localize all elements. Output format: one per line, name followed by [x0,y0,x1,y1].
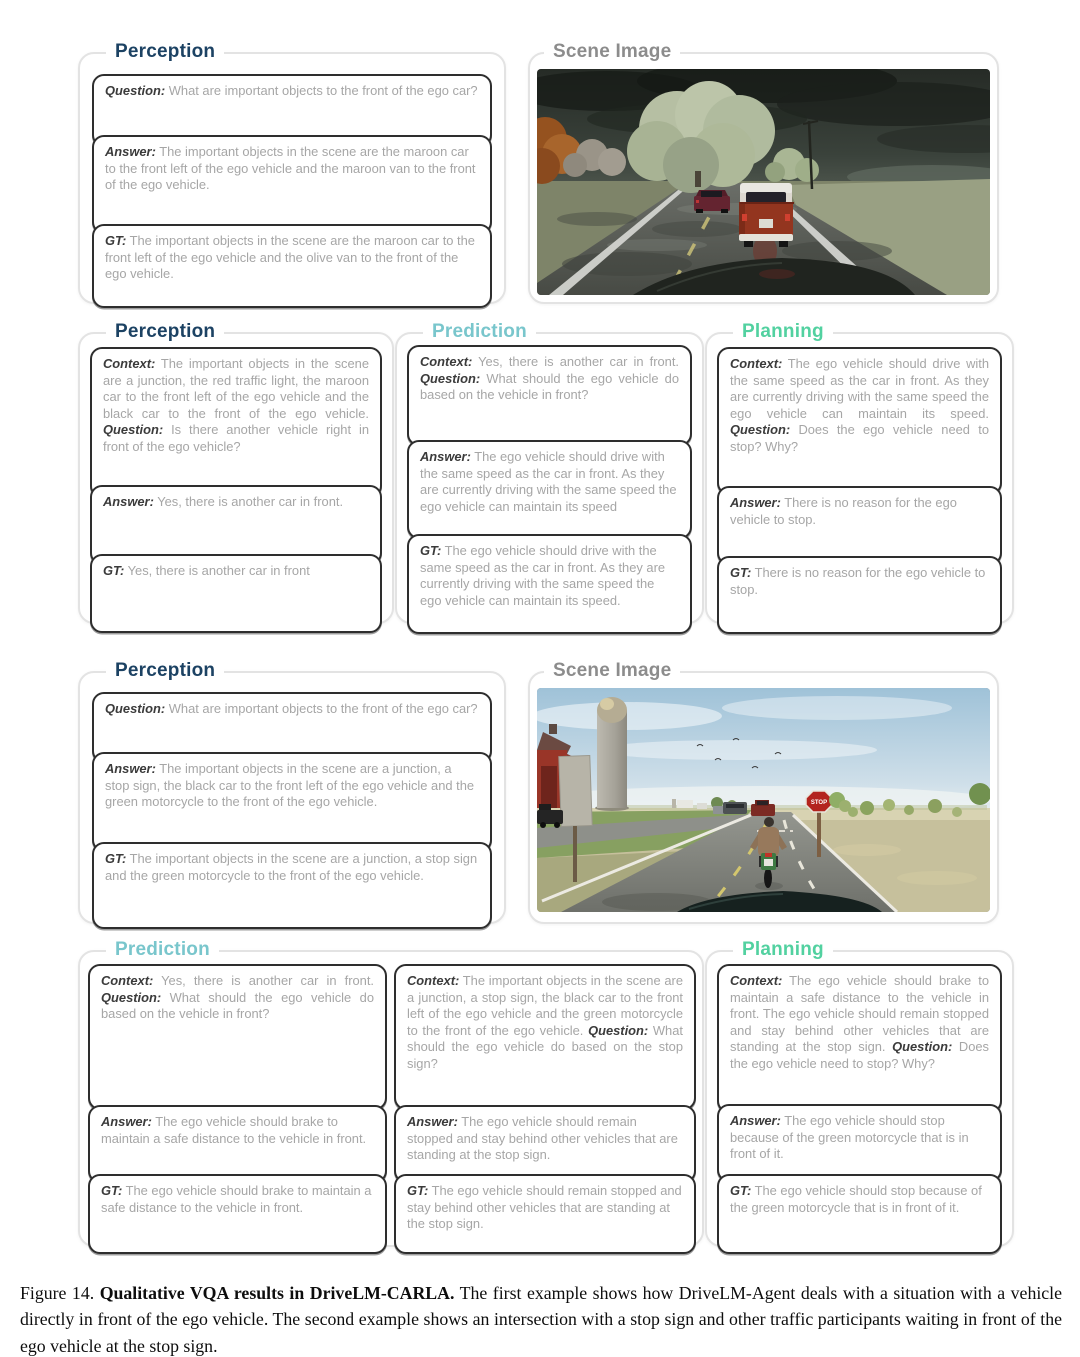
context-text: The ego vehicle should brake to maintain a safe distance to the vehicle in front. The ego vehicle should remain stopped and stay behind other vehicles that are standing at the stop sign. [730,973,989,1055]
caption-title: Qualitative VQA results in DriveLM-CARLA. [99,1282,455,1303]
panel-title-perception: Perception [106,40,224,64]
answer-label: Answer: [407,1114,458,1129]
gt-box [92,842,492,929]
gt-label: GT: [105,233,127,248]
stormy-road-scene [537,69,990,295]
panel-scene-2 [528,660,999,924]
maroon-car [694,190,730,213]
answer-text: The ego vehicle should stop because of the green motorcycle that is in front of it. [730,1113,969,1162]
context-label: Context: [407,973,460,988]
answer-label: Answer: [101,1114,152,1129]
panel-title-prediction: Prediction [106,938,219,962]
question-text: Is there another vehicle right in front of the ego vehicle? [103,422,369,454]
panel-perception-1 [78,41,506,304]
gt-box [717,556,1002,634]
answer-text: The ego vehicle should brake to maintain a safe distance to the vehicle in front. [101,1114,367,1146]
panel-prediction-4 [78,939,704,1247]
question-label: Question: [105,701,166,716]
scene-image-1 [537,69,990,295]
answer-box [717,486,1002,565]
gt-label: GT: [103,563,125,578]
context-label: Context: [103,356,156,371]
gt-label: GT: [101,1183,123,1198]
question-label: Question: [588,1022,649,1038]
panel-title-planning: Planning [733,938,833,962]
answer-box [90,485,382,565]
gt-text: The ego vehicle should remain stopped and stay behind other vehicles that are standing at the stop sign. [407,1183,682,1232]
context-label: Context: [101,973,154,988]
context-text: The important objects in the scene are a junction, the red traffic light, the maroon car to the front left of the ego vehicle and the black car to the front of the ego vehicle. [103,356,369,421]
question-label: Question: [730,422,791,438]
context-text: The ego vehicle should drive with the same speed as the car in front. As they are currently driving with the same speed the ego vehicle can maintain its speed. [730,356,989,421]
gt-box [394,1174,696,1254]
gt-box [88,1174,387,1254]
answer-label: Answer: [103,494,154,509]
gt-label: GT: [407,1183,429,1198]
panel-planning-4 [705,939,1014,1247]
answer-box [88,1105,387,1183]
context-label: Context: [730,973,783,988]
gt-box [90,554,382,633]
figure-caption [20,1280,1062,1357]
gt-label: GT: [105,851,127,866]
answer-text: The important objects in the scene are a junction, a stop sign, the black car to the front left of the ego vehicle and the green motorcycle to the front of the ego vehicle. [105,761,475,810]
panel-title-perception: Perception [106,659,224,683]
context-box [90,347,382,498]
answer-text: Yes, there is another car in front. [157,494,344,509]
question-label: Question: [105,83,166,98]
panel-title-scene: Scene Image [544,659,680,683]
answer-text: The important objects in the scene are the maroon car to the front left of the ego vehicle and the maroon van to the front of the ego vehicle. [105,144,476,193]
question-label: Question: [103,422,164,438]
panel-title-prediction: Prediction [423,320,536,344]
silo [595,697,629,811]
maroon-van [739,183,794,247]
gt-box [92,224,492,308]
context-box [717,964,1002,1113]
answer-text: The ego vehicle should remain stopped and stay behind other vehicles that are standing at the stop sign. [407,1114,678,1163]
question-text: What should the ego vehicle do based on the vehicle in front? [420,370,679,403]
answer-box [407,440,692,539]
panel-title-perception: Perception [106,320,224,344]
question-label: Question: [420,370,481,386]
answer-label: Answer: [730,495,781,510]
question-text: What are important objects to the front of the ego car? [168,701,478,716]
scene-image-2 [537,688,990,912]
gt-text: The ego vehicle should stop because of the green motorcycle that is in front of it. [730,1183,982,1215]
panel-planning-2 [705,321,1014,624]
context-text: Yes, there is another car in front. [478,354,679,369]
gt-text: The important objects in the scene are the maroon car to the front left of the ego vehicle and the olive van to the front of the ego vehicle. [105,233,475,282]
answer-box [394,1105,696,1183]
context-box [717,347,1002,495]
question-text: What are important objects to the front of the ego car? [168,83,478,98]
context-box [88,964,387,1110]
answer-box [717,1104,1002,1182]
context-text: The important objects in the scene are a junction, a stop sign, the black car to the front left of the ego vehicle and the green motorcycle to the front of the ego vehicle. [407,973,683,1038]
context-label: Context: [420,354,473,369]
answer-label: Answer: [105,761,156,776]
answer-label: Answer: [420,449,471,464]
panel-title-scene: Scene Image [544,40,680,64]
gt-label: GT: [730,565,752,580]
answer-text: The ego vehicle should drive with the same speed as the car in front. As they are currently driving with the same speed the ego vehicle can maintain its speed [420,449,677,514]
question-label: Question: [101,989,162,1005]
gt-label: GT: [730,1183,752,1198]
gt-box [407,534,692,634]
panel-perception-2 [78,321,394,624]
panel-scene-1 [528,41,999,304]
gt-text: The important objects in the scene are a junction, a stop sign and the green motorcycle to the front of the ego vehicle. [105,851,478,883]
answer-text: There is no reason for the ego vehicle to stop. [730,495,957,527]
panel-title-planning: Planning [733,320,833,344]
answer-label: Answer: [105,144,156,159]
question-text: What should the ego vehicle do based on the vehicle in front? [101,989,374,1022]
rural-stop-sign-scene [537,688,990,912]
context-box [407,345,692,446]
panel-prediction-2 [395,321,704,624]
context-label: Context: [730,356,783,371]
caption-body: The first example shows how DriveLM-Agent deals with a situation with a vehicle directly in front of the ego vehicle. The second example shows an intersection with a stop sign and other traffic participants waiting in front of the ego vehicle at the stop sign. [20,1282,1062,1357]
answer-box [92,752,492,852]
question-text: What should the ego vehicle do based on the stop sign? [407,1022,683,1071]
caption-prefix: Figure 14. [20,1282,95,1303]
gt-text: There is no reason for the ego vehicle to stop. [730,565,986,597]
question-text: Does the ego vehicle need to stop? Why? [730,422,989,454]
context-text: Yes, there is another car in front. [161,973,374,988]
panel-perception-3 [78,660,506,924]
gt-label: GT: [420,543,442,558]
question-label: Question: [892,1039,953,1055]
answer-label: Answer: [730,1113,781,1128]
gt-box [717,1174,1002,1254]
question-text: Does the ego vehicle need to stop? Why? [730,1039,989,1071]
gt-text: The ego vehicle should brake to maintain a safe distance to the vehicle in front. [101,1183,372,1215]
answer-box [92,135,492,234]
stop-sign-text: STOP [810,800,828,806]
context-box [394,964,696,1110]
gt-text: Yes, there is another car in front [127,563,310,578]
gt-text: The ego vehicle should drive with the same speed as the car in front. As they are currently driving with the same speed the ego vehicle can maintain its speed. [420,543,666,608]
